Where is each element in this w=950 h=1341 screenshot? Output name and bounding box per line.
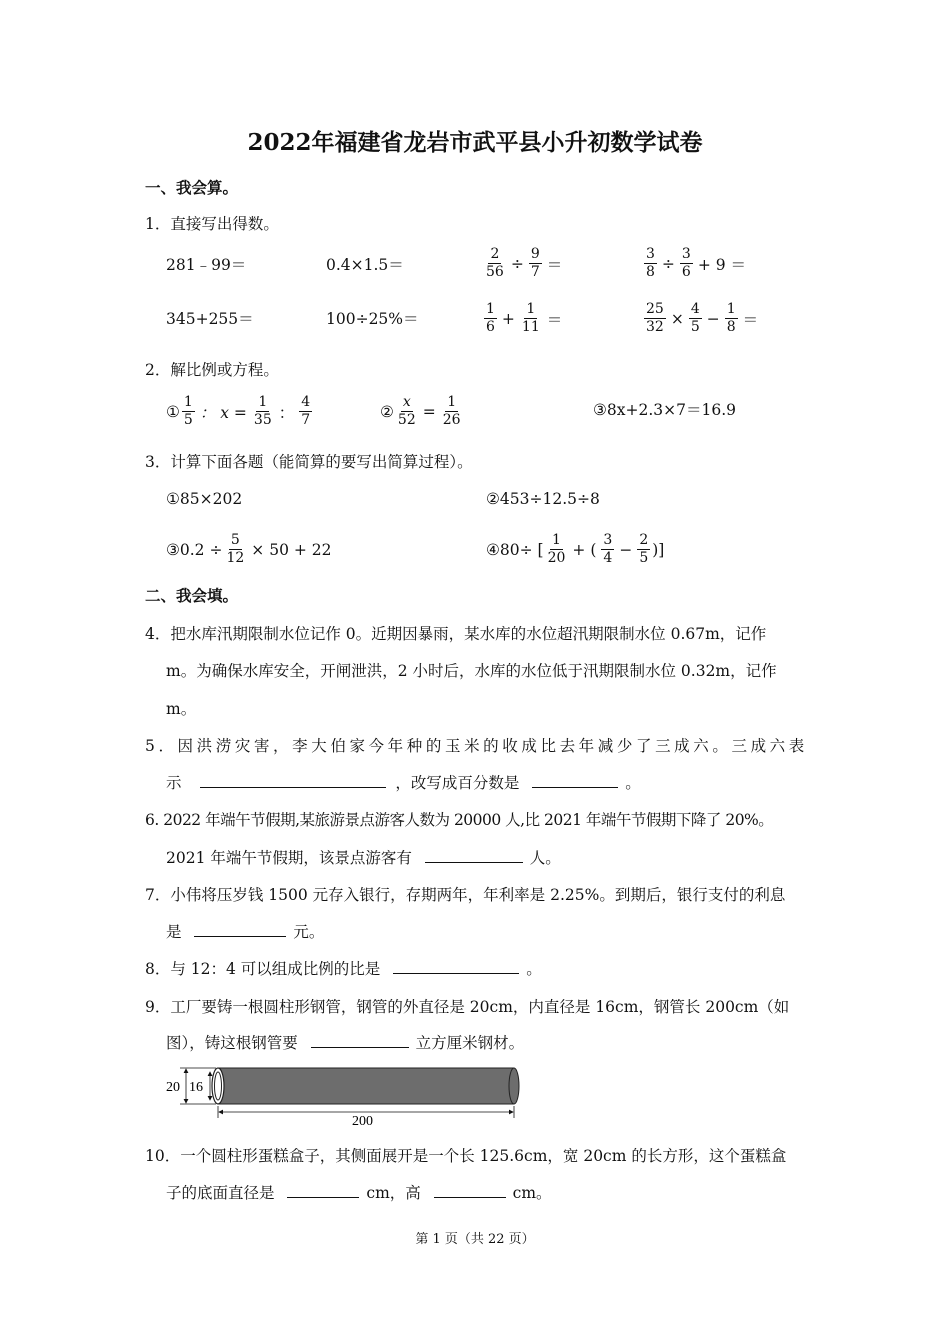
pipe-end <box>509 1068 519 1104</box>
q3-item-d <box>486 532 664 567</box>
section-heading-2: 二、我会填。 <box>145 586 239 605</box>
q1-item-h <box>642 301 761 336</box>
numerator: 3 <box>603 532 613 548</box>
text: 元。 <box>293 923 325 941</box>
answer-blank[interactable] <box>425 847 523 863</box>
answer-blank[interactable] <box>393 958 519 974</box>
q1-item-d <box>642 246 749 281</box>
denominator: 5 <box>639 550 649 566</box>
q2-item-a <box>166 394 314 429</box>
numerator: 2 <box>490 246 500 262</box>
answer-blank[interactable] <box>200 772 386 788</box>
numerator: 4 <box>301 394 311 410</box>
expression-mid: ： x = <box>199 403 247 422</box>
inner-diameter-label: 16 <box>189 1080 203 1095</box>
equals-sign: ＝ <box>546 255 563 274</box>
operator: + <box>501 309 515 328</box>
expression-head: ④80÷ [ <box>486 540 544 559</box>
text: 是 <box>166 923 182 941</box>
q1-item-f: 100÷25%＝ <box>326 310 419 328</box>
expression-mid: + ( <box>572 540 597 559</box>
denominator: 7 <box>301 412 311 428</box>
denominator: 12 <box>226 550 245 566</box>
equals-sign: ＝ <box>742 310 759 329</box>
section-heading-1: 一、我会算。 <box>145 178 239 197</box>
operator: × <box>670 309 684 328</box>
q1-item-e: 345+255＝ <box>166 310 254 328</box>
text: cm，高 <box>366 1184 421 1202</box>
numerator: 3 <box>681 246 691 262</box>
numerator: 9 <box>530 246 540 262</box>
denominator: 11 <box>521 319 540 335</box>
text: 示 <box>166 774 182 792</box>
q2-prompt: 2．解比例或方程。 <box>145 361 279 379</box>
q3-prompt: 3．计算下面各题（能简算的要写出简算过程）。 <box>145 453 473 471</box>
equals-sign: ＝ <box>546 310 563 329</box>
text: cm。 <box>512 1184 552 1202</box>
denominator: 5 <box>690 319 700 335</box>
expression-tail: + 9 ＝ <box>697 255 747 274</box>
length-label: 200 <box>352 1114 373 1129</box>
q4-line-3: m。 <box>166 700 197 718</box>
q3-item-a: ①85×202 <box>166 490 243 508</box>
numerator: 1 <box>447 394 457 410</box>
q2-item-c: ③8x+2.3×7＝16.9 <box>593 401 736 419</box>
operator: − <box>706 309 720 328</box>
q10-line-2 <box>166 1181 552 1203</box>
q6-line-1: 6. 2022 年端午节假期,某旅游景点游客人数为 20000 人,比 2021 年端午节假期下降了 20%。 <box>145 811 774 829</box>
denominator: 52 <box>397 412 416 428</box>
text: 立方厘米钢材。 <box>415 1034 525 1052</box>
steel-pipe-figure <box>160 1062 530 1130</box>
numerator: 1 <box>183 394 193 410</box>
answer-blank[interactable] <box>287 1182 359 1198</box>
q4-line-2: m。为确保水库安全，开闸泄洪，2 小时后，水库的水位低于汛期限制水位 0.32m，记作 <box>166 662 777 680</box>
text: 。 <box>526 960 542 978</box>
q5-line-2 <box>166 771 641 793</box>
numerator: x <box>402 394 411 410</box>
q7-line-1: 7．小伟将压岁钱 1500 元存入银行，存期两年，年利率是 2.25%。到期后，银行支付的利息 <box>145 886 786 904</box>
q1-item-b: 0.4×1.5＝ <box>326 256 404 274</box>
text: ，改写成百分数是 <box>395 774 520 792</box>
expression-tail: × 50 + 22 <box>251 540 332 559</box>
outer-diameter-label: 20 <box>166 1080 180 1095</box>
pipe-inner-rim <box>215 1072 222 1100</box>
q7-line-2 <box>166 920 324 942</box>
q10-line-1: 10．一个圆柱形蛋糕盒子，其侧面展开是一个长 125.6cm，宽 20cm 的长方形，这个蛋糕盒 <box>145 1147 787 1165</box>
numerator: 4 <box>690 301 700 317</box>
numerator: 5 <box>230 532 240 548</box>
answer-blank[interactable] <box>532 772 618 788</box>
colon: ： <box>278 403 295 422</box>
numerator: 2 <box>639 532 649 548</box>
text: 8．与 12：4 可以组成比例的比是 <box>145 960 381 978</box>
q1-item-a: 281﹣99＝ <box>166 256 247 274</box>
denominator: 8 <box>726 319 736 335</box>
q3-item-c <box>166 532 335 567</box>
denominator: 5 <box>183 412 193 428</box>
answer-blank[interactable] <box>311 1032 409 1048</box>
operator: − <box>619 540 633 559</box>
denominator: 20 <box>547 550 566 566</box>
numerator: 1 <box>526 301 536 317</box>
denominator: 56 <box>486 264 504 280</box>
q5-line-1: 5．因洪涝灾害，李大伯家今年种的玉米的收成比去年减少了三成六。三成六表 <box>145 737 808 755</box>
expression-tail: )] <box>652 540 665 559</box>
operator: ÷ <box>661 254 675 273</box>
q9-line-2 <box>166 1031 524 1053</box>
text: 子的底面直径是 <box>166 1184 275 1202</box>
q6-line-2 <box>166 846 561 868</box>
q1-item-g <box>482 301 565 336</box>
item-marker: ② <box>380 402 394 421</box>
answer-blank[interactable] <box>194 921 286 937</box>
q4-line-1: 4．把水库汛期限制水位记作 0。近期因暴雨，某水库的水位超汛期限制水位 0.67m，记作 <box>145 625 767 643</box>
q3-item-b: ②453÷12.5÷8 <box>486 490 600 508</box>
q1-item-c <box>482 246 565 281</box>
numerator: 1 <box>552 532 561 548</box>
page-title: 2022年福建省龙岩市武平县小升初数学试卷 <box>247 129 703 156</box>
numerator: 1 <box>486 301 495 317</box>
q1-prompt: 1．直接写出得数。 <box>145 215 279 233</box>
text: 图），铸这根钢管要 <box>166 1034 298 1052</box>
q9-line-1: 9．工厂要铸一根圆柱形钢管，钢管的外直径是 20cm，内直径是 16cm，钢管长 200cm（如 <box>145 998 790 1016</box>
denominator: 4 <box>603 550 613 566</box>
expression-head: ③0.2 ÷ <box>166 540 223 559</box>
denominator: 35 <box>253 412 272 428</box>
denominator: 6 <box>681 264 691 280</box>
text: 。 <box>625 774 641 792</box>
pipe-body <box>218 1068 514 1104</box>
operator: ÷ <box>510 254 524 273</box>
denominator: 26 <box>442 412 461 428</box>
text: 2021 年端午节假期，该景点游客有 <box>166 849 412 867</box>
numerator: 1 <box>258 394 268 410</box>
denominator: 7 <box>530 264 540 280</box>
numerator: 1 <box>726 301 736 317</box>
numerator: 25 <box>646 301 664 317</box>
page-footer: 第 1 页（共 22 页） <box>415 1232 535 1247</box>
denominator: 32 <box>646 319 664 335</box>
text: 人。 <box>529 849 561 867</box>
q8-line <box>145 957 542 979</box>
equals-sign: = <box>422 402 436 421</box>
answer-blank[interactable] <box>434 1182 506 1198</box>
q2-item-b <box>380 394 465 429</box>
numerator: 3 <box>646 246 655 262</box>
denominator: 6 <box>486 319 495 335</box>
denominator: 8 <box>646 264 655 280</box>
item-marker: ① <box>166 402 180 421</box>
